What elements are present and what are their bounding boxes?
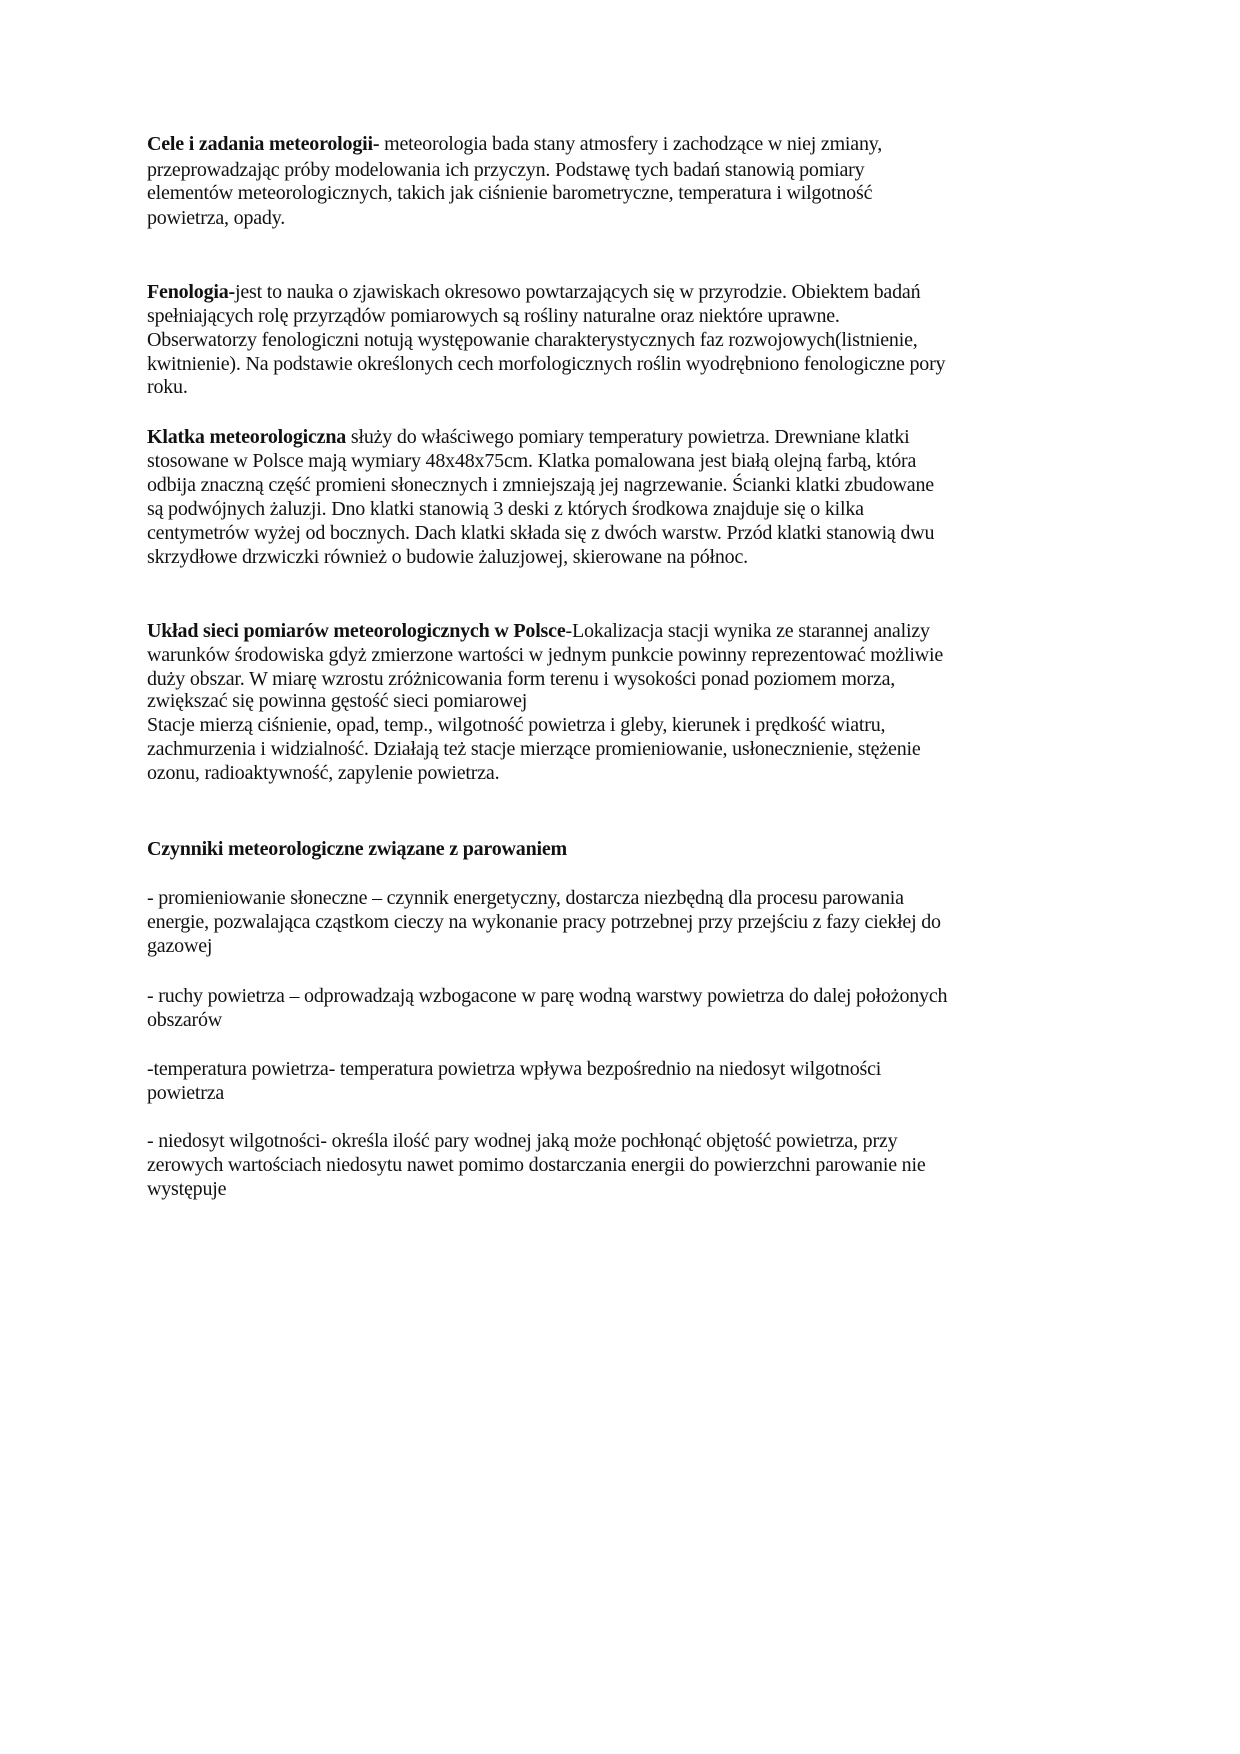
text-line: odbija znaczną część promieni słonecznych i zmniejszają jej nagrzewanie. Ścianki klatki zbudowane: [147, 474, 934, 496]
line-text: -Lokalizacja stacji wynika ze starannej analizy: [565, 620, 930, 642]
line-text: jest to nauka o zjawiskach okresowo powtarzających się w przyrodzie. Obiektem badań: [235, 281, 921, 303]
text-line: warunków środowiska gdyż zmierzone wartości w jednym punkcie powinny reprezentować możliwie: [147, 644, 943, 666]
text-line: [147, 618, 930, 644]
text-line: występuje: [147, 1178, 227, 1200]
text-line: - promieniowanie słoneczne – czynnik energetyczny, dostarcza niezbędną dla procesu parowania: [147, 887, 904, 909]
term-heading: Układ sieci pomiarów meteorologicznych w Polsce: [147, 620, 566, 642]
text-line: ozonu, radioaktywność, zapylenie powietrza.: [147, 762, 500, 784]
term-heading: Klatka meteorologiczna: [147, 426, 347, 448]
text-line: skrzydłowe drzwiczki również o budowie żaluzjowej, skierowane na północ.: [147, 546, 748, 568]
text-line: zerowych wartościach niedosytu nawet pomimo dostarczania energii do powierzchni parowanie nie: [147, 1154, 926, 1176]
text-line: -temperatura powietrza- temperatura powietrza wpływa bezpośrednio na niedosyt wilgotności: [147, 1058, 882, 1080]
text-line: centymetrów wyżej od bocznych. Dach klatki składa się z dwóch warstw. Przód klatki stanowią dwu: [147, 522, 935, 544]
text-line: - niedosyt wilgotności- określa ilość pary wodnej jaką może pochłonąć objętość powietrza, przy: [147, 1130, 898, 1152]
text-line: zachmurzenia i widzialność. Działają też stacje mierzące promieniowanie, usłonecznienie, stężenie: [147, 738, 921, 760]
text-line: [147, 279, 920, 305]
text-line: przeprowadzając próby modelowania ich przyczyn. Podstawę tych badań stanowią pomiary: [147, 159, 865, 181]
text-line: duży obszar. W miarę wzrostu zróżnicowania form terenu i wysokości ponad poziomem morza,: [147, 668, 896, 690]
text-line: obszarów: [147, 1009, 223, 1031]
text-line: elementów meteorologicznych, takich jak ciśnienie barometryczne, temperatura i wilgotność: [147, 182, 873, 204]
term-heading: Cele i zadania meteorologii-: [147, 133, 380, 155]
text-line: Stacje mierzą ciśnienie, opad, temp., wilgotność powietrza i gleby, kierunek i prędkość wiatru,: [147, 714, 886, 736]
text-line: gazowej: [147, 935, 213, 957]
text-line: - ruchy powietrza – odprowadzają wzbogacone w parę wodną warstwy powietrza do dalej położonych: [147, 985, 948, 1007]
text-line: powietrza, opady.: [147, 207, 286, 229]
text-line: roku.: [147, 376, 188, 398]
text-line: stosowane w Polsce mają wymiary 48x48x75cm. Klatka pomalowana jest białą olejną farbą, która: [147, 450, 917, 472]
text-line: kwitnienie). Na podstawie określonych cech morfologicznych roślin wyodrębniono fenologiczne pory: [147, 353, 946, 375]
text-line: [147, 131, 882, 157]
term-heading: Fenologia-: [147, 281, 235, 303]
text-line: powietrza: [147, 1082, 225, 1104]
section-heading: Czynniki meteorologiczne związane z parowaniem: [147, 838, 567, 860]
text-line: są podwójnych żaluzji. Dno klatki stanowią 3 deski z których środkowa znajduje się o kilka: [147, 498, 864, 520]
text-line: energie, pozwalająca cząstkom cieczy na wykonanie pracy potrzebnej przy przejściu z fazy ciekłej do: [147, 911, 941, 933]
line-text: meteorologia bada stany atmosfery i zachodzące w niej zmiany,: [379, 133, 883, 155]
text-line: [147, 424, 910, 450]
text-line: spełniających rolę przyrządów pomiarowych są rośliny naturalne oraz niektóre uprawne.: [147, 305, 840, 327]
text-line: Obserwatorzy fenologiczni notują występowanie charakterystycznych faz rozwojowych(listnienie,: [147, 329, 918, 351]
text-line: zwiększać się powinna gęstość sieci pomiarowej: [147, 690, 528, 712]
line-text: służy do właściwego pomiary temperatury powietrza. Drewniane klatki: [346, 426, 910, 448]
